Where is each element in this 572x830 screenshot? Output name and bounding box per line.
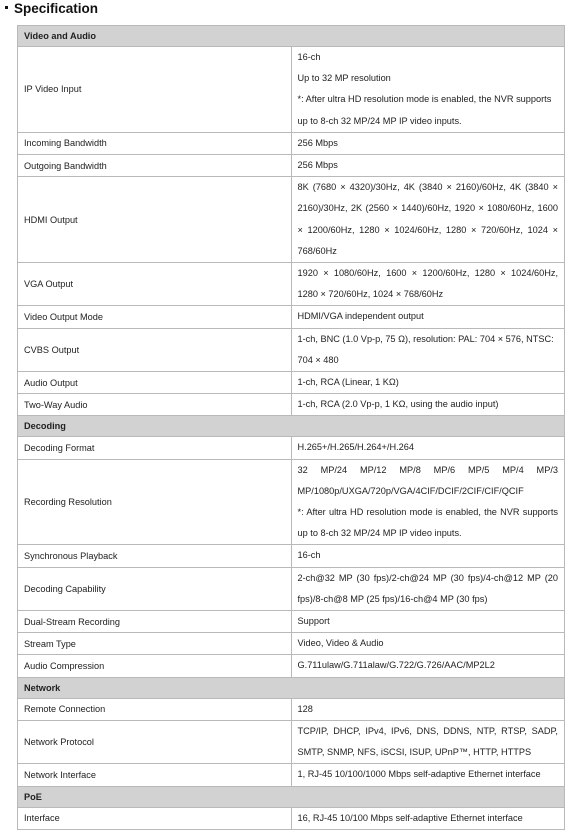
spec-row xyxy=(18,655,565,677)
spec-label: Recording Resolution xyxy=(18,459,292,545)
spec-value-line: 1-ch, RCA (2.0 Vp-p, 1 KΩ, using the audio input) xyxy=(297,399,499,410)
spec-label: Network Interface xyxy=(18,764,292,786)
spec-value xyxy=(291,807,565,829)
spec-value-line: G.711ulaw/G.711alaw/G.722/G.726/AAC/MP2L2 xyxy=(297,660,495,671)
spec-value-line: 1920 × 1080/60Hz, 1600 × 1200/60Hz, 1280 × 1024/60Hz, 1280 × 720/60Hz, 1024 × 768/60Hz xyxy=(297,268,558,300)
spec-label: Outgoing Bandwidth xyxy=(18,155,292,177)
spec-row xyxy=(18,372,565,394)
spec-value xyxy=(291,328,565,371)
spec-value-line: 1-ch, BNC (1.0 Vp-p, 75 Ω), resolution: PAL: 704 × 576, NTSC: 704 × 480 xyxy=(297,333,554,365)
section-header xyxy=(18,416,565,437)
section-title: Network xyxy=(18,677,565,698)
spec-label: Dual-Stream Recording xyxy=(18,611,292,633)
spec-row xyxy=(18,437,565,459)
spec-label: Audio Compression xyxy=(18,655,292,677)
spec-row xyxy=(18,263,565,306)
spec-value xyxy=(291,306,565,328)
spec-value-line: 128 xyxy=(297,703,313,714)
spec-value xyxy=(291,155,565,177)
spec-value-line: Support xyxy=(297,616,330,627)
spec-value xyxy=(291,394,565,416)
spec-row xyxy=(18,720,565,763)
spec-table xyxy=(17,25,565,830)
spec-table-body xyxy=(18,26,565,830)
spec-label: Video Output Mode xyxy=(18,306,292,328)
spec-value-line: 1, RJ-45 10/100/1000 Mbps self-adaptive Ethernet interface xyxy=(297,769,541,780)
spec-label: Two-Way Audio xyxy=(18,394,292,416)
spec-value xyxy=(291,177,565,263)
spec-row xyxy=(18,611,565,633)
spec-label: IP Video Input xyxy=(18,47,292,133)
spec-value-line: 8K (7680 × 4320)/30Hz, 4K (3840 × 2160)/60Hz, 4K (3840 × 2160)/30Hz, 2K (2560 × 1440)/60Hz, 1920 × 1080/60Hz, 1600 × 1200/60Hz, 1280 × 1024/60Hz, 1280 × 720/60Hz, 1024 × 768/60Hz xyxy=(297,182,558,256)
spec-value xyxy=(291,611,565,633)
spec-value xyxy=(291,567,565,610)
spec-row xyxy=(18,633,565,655)
spec-value-line: *: After ultra HD resolution mode is enabled, the NVR supports up to 8-ch 32 MP/24 MP IP video inputs. xyxy=(297,94,552,126)
spec-row xyxy=(18,155,565,177)
spec-value xyxy=(291,545,565,567)
spec-value-line: Up to 32 MP resolution xyxy=(297,73,391,84)
spec-value-line: H.265+/H.265/H.264+/H.264 xyxy=(297,442,414,453)
spec-value xyxy=(291,459,565,545)
spec-label: Decoding Format xyxy=(18,437,292,459)
spec-row xyxy=(18,328,565,371)
spec-value-line: 16-ch xyxy=(297,52,321,62)
spec-value xyxy=(291,720,565,763)
spec-value xyxy=(291,263,565,306)
spec-value xyxy=(291,47,565,133)
spec-value-line: *: After ultra HD resolution mode is enabled, the NVR supports up to 8-ch 32 MP/24 MP IP video inputs. xyxy=(297,507,558,539)
spec-value-line: 32 MP/24 MP/12 MP/8 MP/6 MP/5 MP/4 MP/3 MP/1080p/UXGA/720p/VGA/4CIF/DCIF/2CIF/CIF/QCIF xyxy=(297,464,558,496)
section-header xyxy=(18,26,565,47)
section-title: PoE xyxy=(18,786,565,807)
spec-value-line: 256 Mbps xyxy=(297,137,338,148)
spec-label: CVBS Output xyxy=(18,328,292,371)
spec-label: HDMI Output xyxy=(18,177,292,263)
spec-row xyxy=(18,807,565,829)
spec-value-line: 1-ch, RCA (Linear, 1 KΩ) xyxy=(297,377,399,388)
spec-row xyxy=(18,764,565,786)
section-header xyxy=(18,786,565,807)
spec-value xyxy=(291,132,565,154)
spec-value-line: 16, RJ-45 10/100 Mbps self-adaptive Ethernet interface xyxy=(297,812,523,823)
spec-row xyxy=(18,306,565,328)
spec-label: Network Protocol xyxy=(18,720,292,763)
spec-value xyxy=(291,764,565,786)
spec-label: Decoding Capability xyxy=(18,567,292,610)
spec-row xyxy=(18,567,565,610)
section-title: Video and Audio xyxy=(18,26,565,47)
spec-row xyxy=(18,459,565,545)
spec-value-line: Video, Video & Audio xyxy=(297,638,384,649)
spec-label: VGA Output xyxy=(18,263,292,306)
spec-row xyxy=(18,177,565,263)
title-bullet-icon xyxy=(5,6,8,9)
section-title: Decoding xyxy=(18,416,565,437)
spec-label: Synchronous Playback xyxy=(18,545,292,567)
spec-value-line: TCP/IP, DHCP, IPv4, IPv6, DNS, DDNS, NTP, RTSP, SADP, SMTP, SNMP, NFS, iSCSI, ISUP, UPnP™, HTTP, HTTPS xyxy=(297,725,558,758)
spec-value xyxy=(291,698,565,720)
spec-value-line: HDMI/VGA independent output xyxy=(297,311,424,322)
spec-value xyxy=(291,437,565,459)
spec-label: Audio Output xyxy=(18,372,292,394)
spec-label: Interface xyxy=(18,807,292,829)
spec-label: Stream Type xyxy=(18,633,292,655)
spec-value-line: 16-ch xyxy=(297,550,321,561)
spec-value xyxy=(291,655,565,677)
spec-value xyxy=(291,633,565,655)
page-title-text: Specification xyxy=(14,1,99,16)
spec-value-line: 2-ch@32 MP (30 fps)/2-ch@24 MP (30 fps)/4-ch@12 MP (20 fps)/8-ch@8 MP (25 fps)/16-ch@4 MP (30 fps) xyxy=(297,572,558,604)
spec-value xyxy=(291,372,565,394)
spec-label: Incoming Bandwidth xyxy=(18,132,292,154)
spec-row xyxy=(18,698,565,720)
spec-label: Remote Connection xyxy=(18,698,292,720)
spec-value-line: 256 Mbps xyxy=(297,160,338,171)
spec-row xyxy=(18,545,565,567)
page-title xyxy=(4,0,98,22)
spec-row xyxy=(18,132,565,154)
spec-row xyxy=(18,47,565,133)
section-header xyxy=(18,677,565,698)
spec-row xyxy=(18,394,565,416)
